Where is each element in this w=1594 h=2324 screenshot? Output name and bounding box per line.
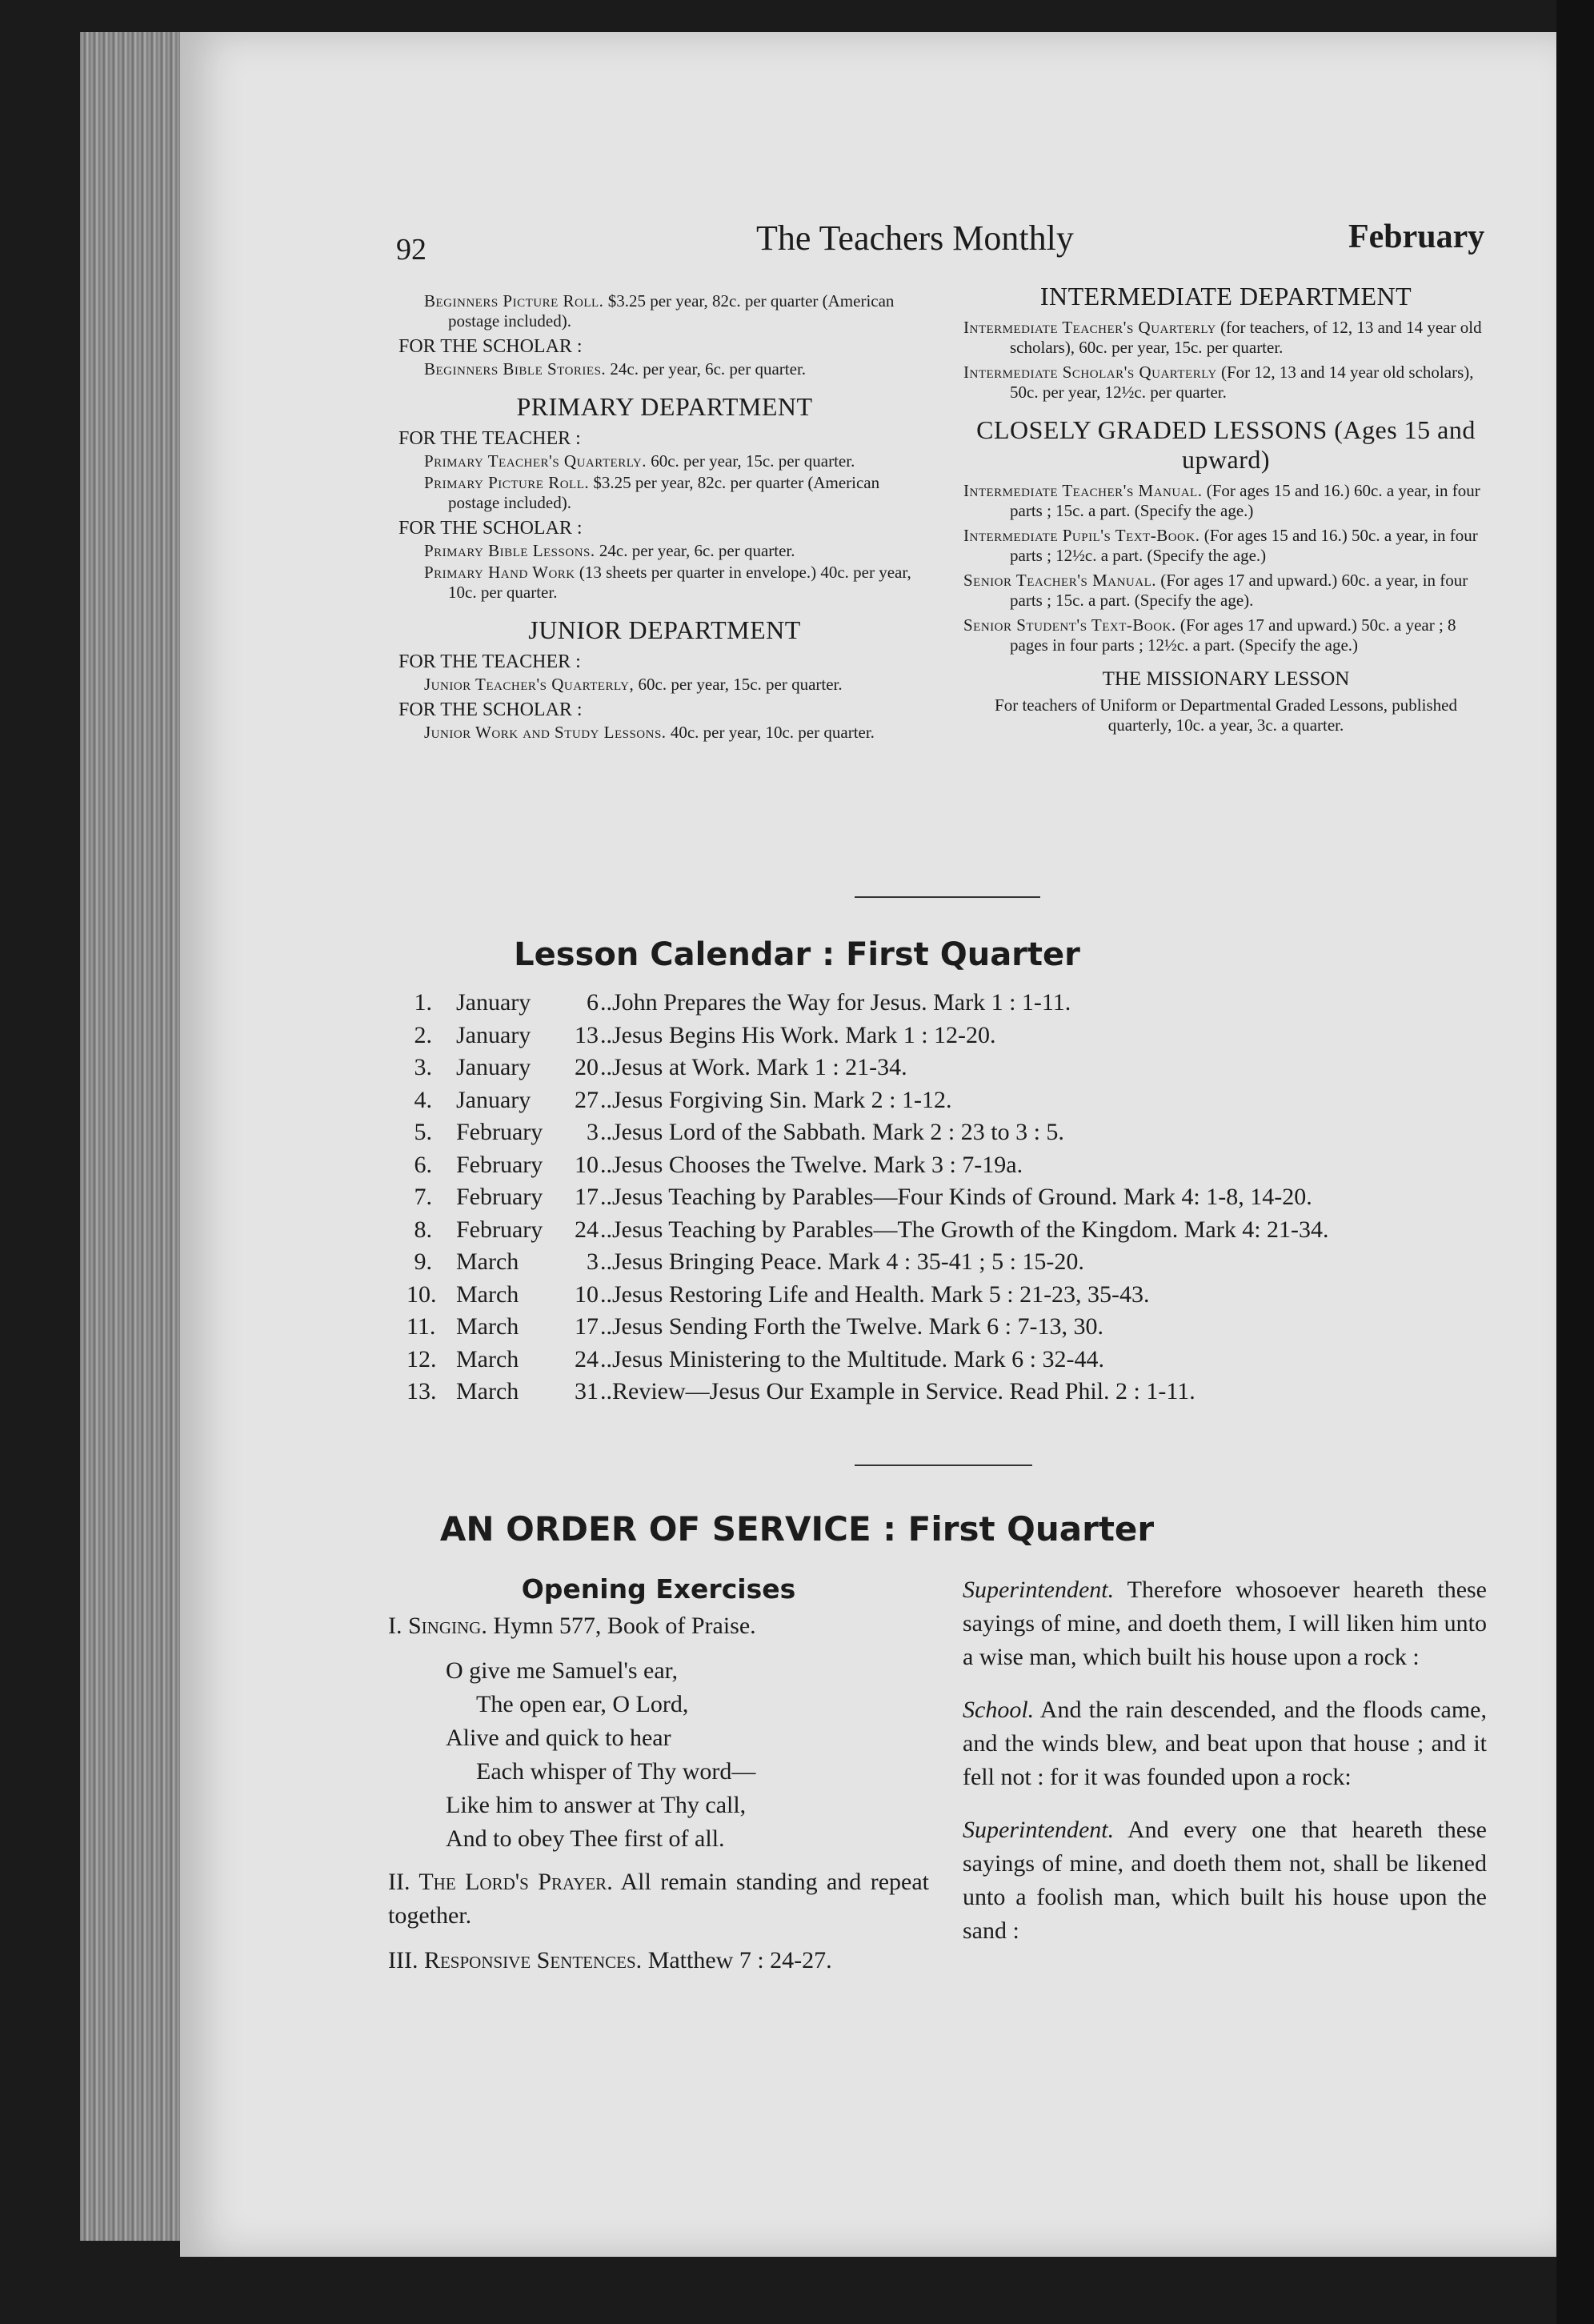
junior-quarterly-entry: Junior Teacher's Quarterly, 60c. per year, 15c. per quarter. xyxy=(424,675,843,694)
calendar-day: 3 xyxy=(587,1119,599,1145)
junior-work-entry: Junior Work and Study Lessons. 40c. per year, 10c. per quarter. xyxy=(424,723,875,742)
service-right-column xyxy=(963,1573,1487,1967)
calendar-row xyxy=(407,1087,1527,1120)
response-paragraph: Superintendent. Therefore whosoever heareth these sayings of mine, and doeth them, I will liken him unto a wise man, which built his house upon a rock : xyxy=(963,1577,1487,1670)
hymn-line: And to obey Thee first of all. xyxy=(446,1825,725,1852)
beginners-stories-entry: Beginners Bible Stories. 24c. per year, 6c. per quarter. xyxy=(424,359,807,379)
calendar-title: Lesson Calendar : First Quarter xyxy=(514,936,1080,973)
calendar-lesson-text: ..Jesus at Work. Mark 1 : 21-34. xyxy=(600,1054,907,1080)
calendar-lesson-number: 12. xyxy=(407,1345,437,1372)
calendar-row xyxy=(407,1184,1527,1216)
calendar-lesson-text: ..Jesus Teaching by Parables—Four Kinds of Ground. Mark 4: 1-8, 14-20. xyxy=(600,1184,1312,1210)
running-title: The Teachers Monthly xyxy=(756,218,1074,258)
right-column xyxy=(962,282,1490,735)
calendar-month: February xyxy=(456,1216,543,1243)
calendar-lesson-text: ..Jesus Teaching by Parables—The Growth of the Kingdom. Mark 4: 21-34. xyxy=(600,1216,1329,1243)
calendar-day: 24 xyxy=(575,1216,599,1243)
calendar-row xyxy=(407,1346,1527,1379)
calendar-day: 27 xyxy=(575,1086,599,1113)
calendar-lesson-number: 2. xyxy=(414,1021,432,1048)
calendar-row xyxy=(407,1054,1527,1087)
calendar-lesson-number: 6. xyxy=(414,1151,432,1178)
calendar-month: February xyxy=(456,1151,543,1178)
primary-teacher-label: FOR THE TEACHER : xyxy=(398,428,581,449)
calendar-lesson-text: ..Jesus Sending Forth the Twelve. Mark 6 : 7-13, 30. xyxy=(600,1313,1103,1340)
calendar-lesson-number: 9. xyxy=(414,1248,432,1275)
calendar-month: February xyxy=(456,1184,543,1210)
page-number: 92 xyxy=(396,233,427,266)
beginners-scholar-label: FOR THE SCHOLAR : xyxy=(398,336,583,357)
calendar-row xyxy=(407,1022,1527,1055)
opening-exercises-title: Opening Exercises xyxy=(521,1573,796,1605)
calendar-day: 17 xyxy=(575,1313,599,1340)
calendar-row xyxy=(407,1119,1527,1152)
calendar-day: 6 xyxy=(587,989,599,1016)
calendar-month: March xyxy=(456,1345,519,1372)
calendar-day: 10 xyxy=(575,1280,599,1308)
calendar-row xyxy=(407,1248,1527,1281)
primary-scholar-label: FOR THE SCHOLAR : xyxy=(398,518,583,539)
singing-item: I. Singing. Hymn 577, Book of Praise. xyxy=(388,1613,756,1639)
senior-student-text-entry: Senior Student's Text-Book. (For ages 17 and upward.) 50c. a year ; 8 pages in four parts ; 12½c. a part. (Specify the age.) xyxy=(963,615,1456,655)
junior-scholar-label: FOR THE SCHOLAR : xyxy=(398,699,583,720)
calendar-row xyxy=(407,1378,1527,1411)
calendar-lesson-text: ..Review—Jesus Our Example in Service. Read Phil. 2 : 1-11. xyxy=(600,1378,1196,1404)
response-paragraph: School. And the rain descended, and the floods came, and the winds blew, and beat upon that house ; and it fell not : for it was founded upon a rock: xyxy=(963,1697,1487,1790)
calendar-day: 17 xyxy=(575,1184,599,1210)
hymn-line: The open ear, O Lord, xyxy=(476,1691,689,1717)
calendar-lesson-number: 8. xyxy=(414,1216,432,1243)
senior-teacher-manual-entry: Senior Teacher's Manual. (For ages 17 and upward.) 60c. a year, in four parts ; 15c. a part. (Specify the age). xyxy=(963,571,1468,610)
calendar-day: 24 xyxy=(575,1345,599,1372)
calendar-lesson-text: ..John Prepares the Way for Jesus. Mark 1 : 1-11. xyxy=(600,989,1071,1016)
primary-quarterly-entry: Primary Teacher's Quarterly. 60c. per year, 15c. per quarter. xyxy=(424,451,855,471)
calendar-lesson-text: ..Jesus Lord of the Sabbath. Mark 2 : 23 to 3 : 5. xyxy=(600,1119,1064,1145)
calendar-lesson-number: 3. xyxy=(414,1054,432,1080)
calendar-row xyxy=(407,1152,1527,1184)
calendar-lesson-number: 7. xyxy=(414,1184,432,1210)
calendar-lesson-text: ..Jesus Restoring Life and Health. Mark 5 : 21-23, 35-43. xyxy=(600,1280,1150,1308)
divider-rule xyxy=(855,1465,1032,1466)
primary-department-title: PRIMARY DEPARTMENT xyxy=(516,392,813,421)
calendar-month: March xyxy=(456,1280,519,1308)
calendar-lesson-number: 13. xyxy=(407,1378,437,1404)
intermediate-department-title: INTERMEDIATE DEPARTMENT xyxy=(1039,282,1412,311)
service-left-column xyxy=(388,1573,929,1989)
primary-roll-entry: Primary Picture Roll. $3.25 per year, 82c. per quarter (American postage included). xyxy=(424,473,880,512)
hymn-verse xyxy=(388,1654,929,1856)
service-title: AN ORDER OF SERVICE : First Quarter xyxy=(439,1509,1155,1549)
left-column xyxy=(398,290,931,744)
hymn-line: O give me Samuel's ear, xyxy=(446,1657,678,1684)
calendar-lesson-number: 10. xyxy=(407,1280,437,1308)
graded-lessons-title: CLOSELY GRADED LESSONS (Ages 15 and upward) xyxy=(976,415,1476,474)
calendar-month: January xyxy=(456,1021,531,1048)
calendar-row xyxy=(407,989,1527,1022)
calendar-day: 13 xyxy=(575,1021,599,1048)
calendar-row xyxy=(407,1216,1527,1249)
junior-teacher-label: FOR THE TEACHER : xyxy=(398,651,581,672)
calendar-lesson-number: 4. xyxy=(414,1086,432,1113)
junior-department-title: JUNIOR DEPARTMENT xyxy=(528,615,801,644)
response-paragraph: Superintendent. And every one that heareth these sayings of mine, and doeth them not, shall be likened unto a foolish man, which built his house upon the sand : xyxy=(963,1817,1487,1944)
missionary-lesson-title: THE MISSIONARY LESSON xyxy=(1102,668,1350,690)
lesson-calendar xyxy=(407,989,1527,1411)
divider-rule xyxy=(855,896,1040,898)
primary-lessons-entry: Primary Bible Lessons. 24c. per year, 6c. per quarter. xyxy=(424,541,795,560)
calendar-row xyxy=(407,1281,1527,1314)
calendar-month: February xyxy=(456,1119,543,1145)
calendar-row xyxy=(407,1313,1527,1346)
calendar-month: January xyxy=(456,989,531,1016)
calendar-lesson-text: ..Jesus Chooses the Twelve. Mark 3 : 7-19a. xyxy=(600,1151,1023,1178)
hymn-line: Alive and quick to hear xyxy=(446,1725,671,1751)
calendar-month: March xyxy=(456,1313,519,1340)
calendar-day: 20 xyxy=(575,1054,599,1080)
beginners-roll-entry: Beginners Picture Roll. $3.25 per year, 82c. per quarter (American postage included). xyxy=(424,291,895,331)
calendar-day: 10 xyxy=(575,1151,599,1178)
primary-handwork-entry: Primary Hand Work (13 sheets per quarter in envelope.) 40c. per year, 10c. per quarter. xyxy=(424,563,911,602)
calendar-day: 3 xyxy=(587,1248,599,1275)
calendar-month: March xyxy=(456,1378,519,1404)
running-month: February xyxy=(1348,218,1485,255)
scan-border xyxy=(1556,0,1594,2324)
page-edges xyxy=(80,32,192,2241)
hymn-line: Each whisper of Thy word— xyxy=(476,1758,756,1785)
calendar-day: 31 xyxy=(575,1378,599,1404)
responsive-sentences-item: III. Responsive Sentences. Matthew 7 : 24-27. xyxy=(388,1947,832,1973)
missionary-lesson-text: For teachers of Uniform or Departmental Graded Lessons, published quarterly, 10c. a year, 3c. a quarter. xyxy=(995,695,1457,735)
int-pupil-text-entry: Intermediate Pupil's Text-Book. (For ages 15 and 16.) 50c. a year, in four parts ; 12½c. a part. (Specify the age.) xyxy=(963,526,1478,565)
calendar-lesson-number: 5. xyxy=(414,1119,432,1145)
calendar-lesson-number: 11. xyxy=(407,1313,436,1340)
calendar-lesson-text: ..Jesus Forgiving Sin. Mark 2 : 1-12. xyxy=(600,1086,952,1113)
calendar-month: January xyxy=(456,1054,531,1080)
int-scholar-quarterly-entry: Intermediate Scholar's Quarterly (For 12, 13 and 14 year old scholars), 50c. per year, 12½c. per quarter. xyxy=(963,363,1474,402)
calendar-month: March xyxy=(456,1248,519,1275)
hymn-line: Like him to answer at Thy call, xyxy=(446,1792,747,1818)
calendar-month: January xyxy=(456,1086,531,1113)
int-teacher-quarterly-entry: Intermediate Teacher's Quarterly (for teachers, of 12, 13 and 14 year old scholars), 60c. per year, 15c. per quarter. xyxy=(963,318,1482,357)
calendar-lesson-number: 1. xyxy=(414,989,432,1016)
calendar-lesson-text: ..Jesus Ministering to the Multitude. Mark 6 : 32-44. xyxy=(600,1345,1104,1372)
calendar-lesson-text: ..Jesus Bringing Peace. Mark 4 : 35-41 ; 5 : 15-20. xyxy=(600,1248,1084,1275)
int-teacher-manual-entry: Intermediate Teacher's Manual. (For ages 15 and 16.) 60c. a year, in four parts ; 15c. a part. (Specify the age.) xyxy=(963,481,1480,520)
calendar-lesson-text: ..Jesus Begins His Work. Mark 1 : 12-20. xyxy=(600,1021,996,1048)
lords-prayer-item: II. The Lord's Prayer. All remain standing and repeat together. xyxy=(388,1869,929,1929)
